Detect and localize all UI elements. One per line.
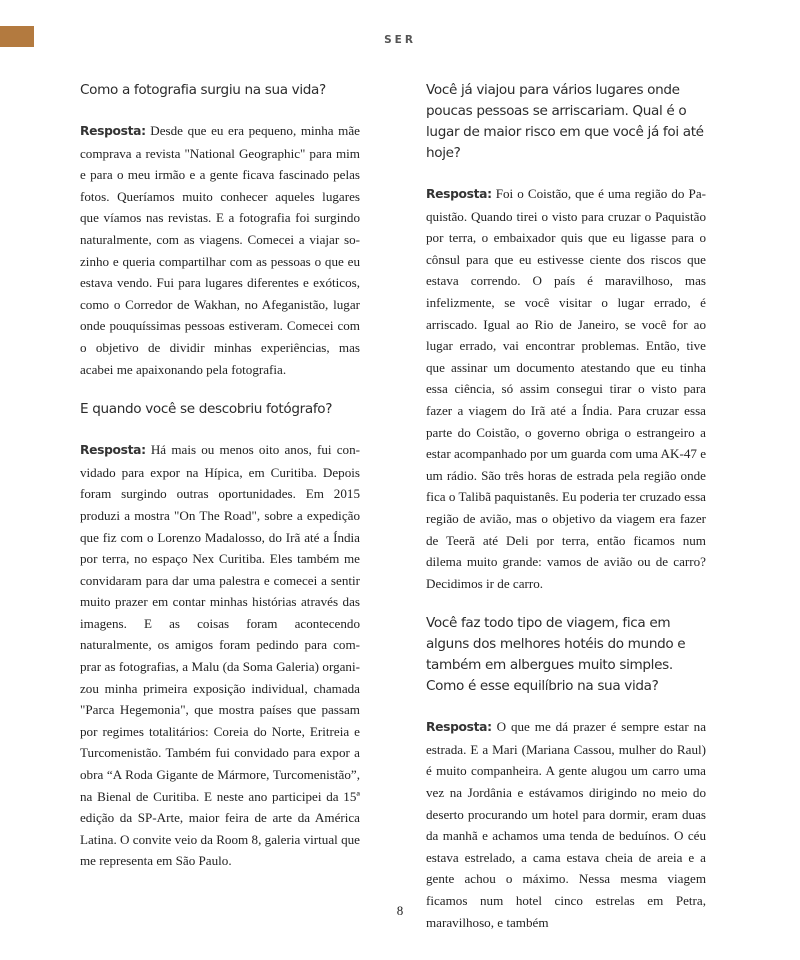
- question-heading: Como a fotografia surgiu na sua vida?: [80, 82, 326, 98]
- answer-label: Resposta:: [80, 443, 146, 458]
- question-heading: E quando você se descobriu fotógrafo?: [80, 401, 333, 418]
- answer-label: Resposta:: [426, 720, 492, 735]
- answer-text: Foi o Coistão, que é uma região do Paquistão. Quando tirei o visto para cruzar o Paquistão por terra, o embaixador quis que eu ligasse para o cônsul para que eu estivesse ciente dos riscos que estava correndo. O país é maravilhoso, mas infelizmente, se você visitar o lugar errado, é arriscado. Igual ao Rio de Janeiro, se você for ao lugar errado, vai encontrar problemas. Então, tive que assinar um documento atestando que eu tinha essa ciência, só assim consegui tirar o visto para fazer a viagem do Irã até a Índia. Para cruzar essa parte do Coistão, o governo obriga o estrangeiro a estar acompanhado por um guarda com uma AK-47 e um rádio. São três horas de estrada pela região onde fica o Talibã paquistanês. Eu poderia ter cruzado essa região de avião, mas o objetivo da viagem era fazer de Teerã até Deli por terra, então ficamos num dilema muito grande: vamos de avião ou de carro? Decidimos ir de carro.: [426, 186, 706, 591]
- left-column: [80, 80, 360, 891]
- answer-paragraph: [426, 716, 706, 933]
- answer-text: Há mais ou menos oito anos, fui convidado para expor na Hípica, em Curitiba. Depois foram surgindo outras oportunidades. Em 2015 produzi a mostra "On The Road", sobre a expedição que fiz com o Lorenzo Madalosso, do Irã até a Índia por terra, no espaço Nex Curitiba. Eles também me convidaram para dar uma palestra e comecei a sentir muito prazer em contar minhas histórias através das imagens. E as coisas foram acontecendo naturalmente, os amigos foram pedindo para comprar as fotografias, a Malu (da Soma Galeria) organizou minha primeira exposição individual, chamada "Parca Hegemonia", que mostra países que passam por regimes totalitários: Coreia do Norte, Eritreia e Turcomenistão. Também fui convidado para expor a obra “A Roda Gigante de Mármore, Turcomenistão”, na Bienal de Curitiba. E neste ano participei da 15ª edição da SP-Arte, maior feira de arte da América Latina. O convite veio da Room 8, galeria virtual que me representa em São Paulo.: [80, 442, 360, 869]
- answer-text: O que me dá prazer é sempre estar na estrada. E a Mari (Mariana Cassou, mulher do Raul) é muito companheira. A gente alugou um carro uma vez na Jordânia e estávamos dirigindo no meio do deserto procurando um hotel para dormir, eram duas da manhã e achamos uma tenda de beduínos. O céu estava estrelado, a cama estava cheia de areia e a gente achou o máximo. Nessa mesma viagem ficamos num hotel cinco estrelas em Petra, maravilhoso, e também: [426, 719, 706, 930]
- answer-paragraph: [80, 120, 360, 380]
- answer-paragraph: [80, 439, 360, 872]
- question-heading: Você já viajou para vários lugares onde poucas pessoas se arriscariam. Qual é o lugar de maior risco em que você já foi até hoje?: [426, 82, 704, 161]
- answer-paragraph: [426, 183, 706, 594]
- answer-text: Desde que eu era pequeno, minha mãe comprava a revista "National Geographic" para mim e para o meu irmão e a gente ficava fascinado pelas fotos. Queríamos muito conhecer aqueles lugares que víamos nas revistas. E a fotografia foi surgindo naturalmente, com as viagens. Comecei a viajar sozinho e queria compartilhar com as pessoas o que eu estava vendo. Fui para lugares diferentes e exóticos, como o Corredor de Wakhan, no Afeganistão, lugar onde pouquíssimas pessoas estiveram. Comecei com o objetivo de dividir minhas experiências, mas acabei me apaixonando pela fotografia.: [80, 123, 360, 377]
- right-column: [426, 80, 706, 952]
- page-number: 8: [396, 903, 404, 918]
- question-heading: Você faz todo tipo de viagem, fica em alguns dos melhores hotéis do mundo e também em albergues muito simples. Como é esse equilíbrio na sua vida?: [426, 615, 686, 695]
- answer-label: Resposta:: [426, 187, 492, 201]
- answer-label: Resposta:: [80, 124, 146, 138]
- section-header: SER: [384, 34, 416, 46]
